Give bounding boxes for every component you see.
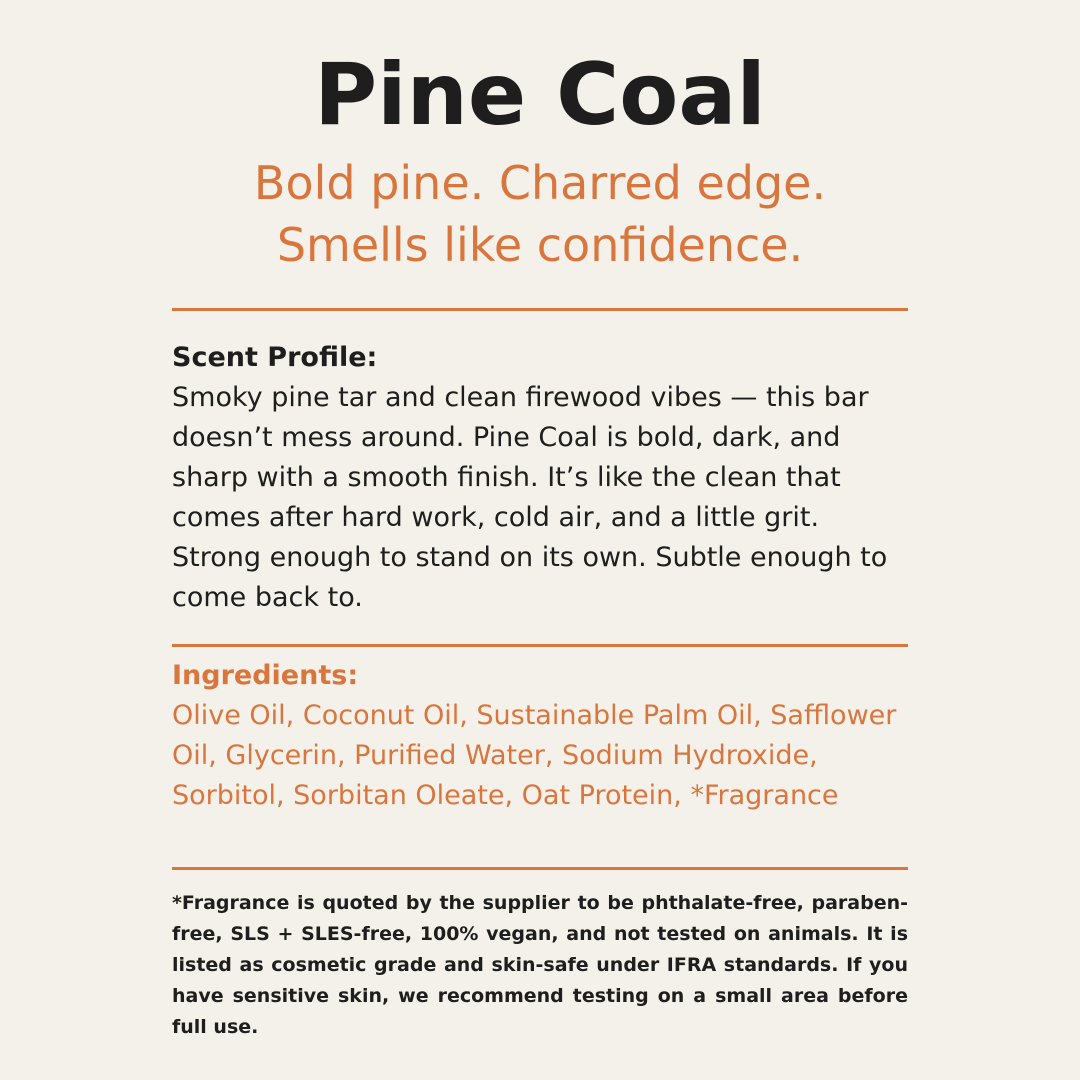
scent-profile-section [172,338,908,618]
tagline-line-2: Smells like confidence. [276,218,804,272]
scent-profile-heading: Scent Profile: [172,342,378,373]
ingredients-heading: Ingredients: [172,660,359,691]
ingredients-text: Olive Oil, Coconut Oil, Sustainable Palm Oil, Safflower Oil, Glycerin, Purified Water, Sodium Hydroxide, Sorbitol, Sorbitan Oleate, Oat Protein, *Fragrance [172,700,897,811]
tagline [0,152,1080,276]
divider-bottom [172,867,908,870]
divider-middle [172,644,908,647]
tagline-line-1: Bold pine. Charred edge. [253,156,827,210]
product-title: Pine Coal [314,45,766,145]
divider-top [172,308,908,311]
scent-profile-text: Smoky pine tar and clean firewood vibes — this bar doesn’t mess around. Pine Coal is bold, dark, and sharp with a smooth finish. It’s like the clean that comes after hard work, cold air, and a little grit. Strong enough to stand on its own. Subtle enough to come back to. [172,382,888,613]
fragrance-note-text: *Fragrance is quoted by the supplier to be phthalate-free, paraben-free, SLS + SLES-free, 100% vegan, and not tested on animals. It is listed as cosmetic grade and skin-safe under IFRA standards. If you have sensitive skin, we recommend testing on a small area before full use. [172,892,908,1038]
fragrance-note-section [172,888,908,1043]
ingredients-section [172,656,908,816]
